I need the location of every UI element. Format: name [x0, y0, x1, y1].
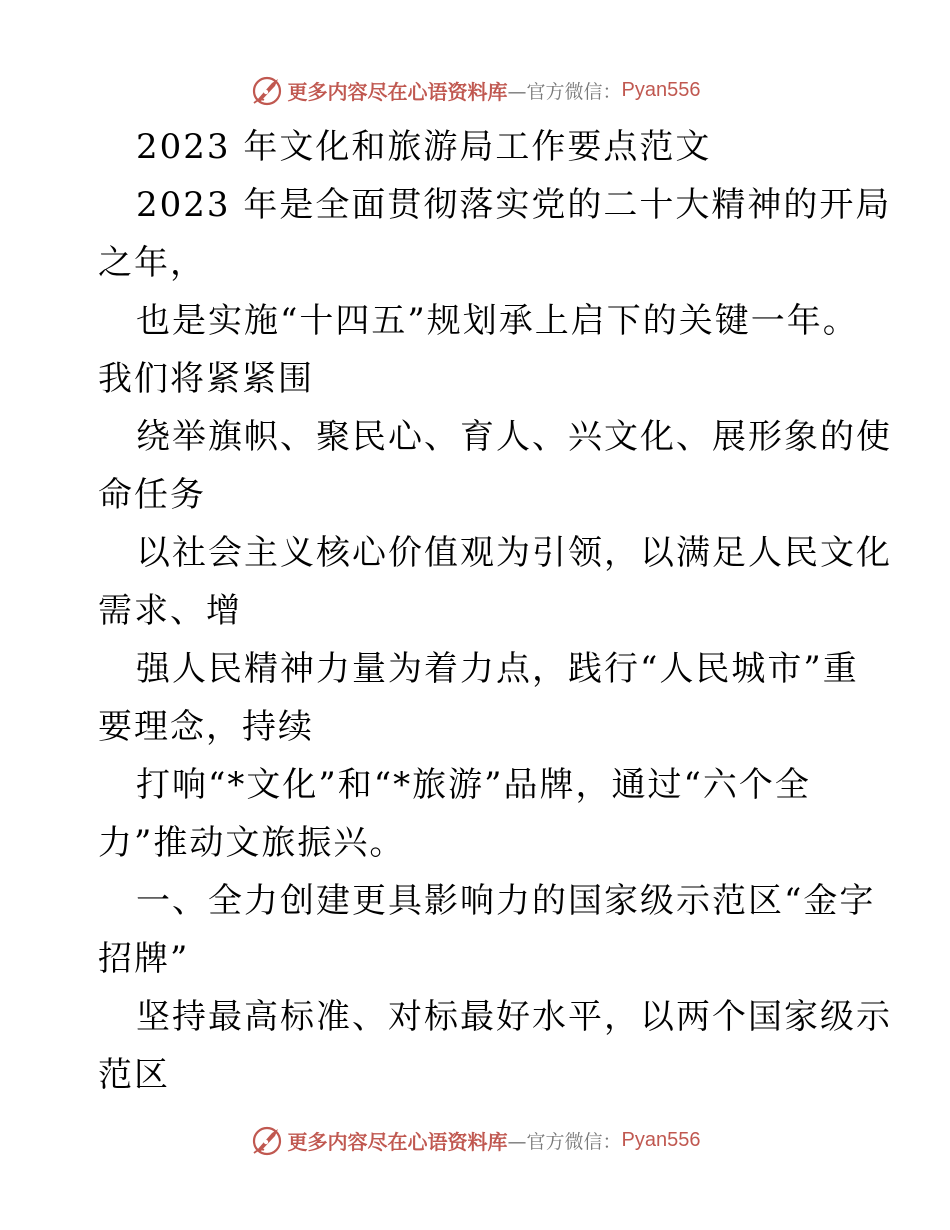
text-line: 也是实施“十四五”规划承上启下的关键一年。 [136, 301, 859, 341]
text-line: 以社会主义核心价值观为引领，以满足人民文化 [136, 533, 892, 573]
text-line: 坚持最高标准、对标最好水平，以两个国家级示 [136, 997, 892, 1037]
text-line: 需求、增 [98, 591, 242, 631]
text-line: 范区 [98, 1055, 170, 1095]
text-line: 2023 年是全面贯彻落实党的二十大精神的开局 [136, 185, 892, 225]
banner-promo-text: 更多内容尽在心语资料库 [287, 79, 508, 104]
text-line: 绕举旗帜、聚民心、育人、兴文化、展形象的使 [136, 417, 892, 457]
banner-wechat-id: Pyan556 [621, 78, 701, 101]
text-line: 我们将紧紧围 [98, 359, 314, 399]
text-line: 2023 年文化和旅游局工作要点范文 [136, 127, 712, 167]
text-line: 强人民精神力量为着力点，践行“人民城市”重 [136, 649, 859, 689]
banner-wechat-id: Pyan556 [621, 1128, 701, 1151]
text-line: 打响“*文化”和“*旅游”品牌，通过“六个全 [136, 765, 811, 805]
text-line: 力”推动文旅振兴。 [98, 823, 406, 863]
text-line: 要理念，持续 [98, 707, 314, 747]
text-line: 招牌” [98, 939, 190, 979]
pen-nib-logo-icon [250, 73, 284, 107]
footer-banner [0, 1120, 950, 1160]
text-line: 命任务 [98, 475, 206, 515]
banner-promo-text: 更多内容尽在心语资料库 [287, 1129, 508, 1154]
pen-nib-logo-icon [250, 1123, 284, 1157]
banner-wechat-label: —官方微信： [507, 80, 622, 103]
text-line: 之年， [98, 243, 206, 283]
text-line: 一、全力创建更具影响力的国家级示范区“金字 [136, 881, 876, 921]
document-body [98, 118, 892, 1104]
banner-wechat-label: —官方微信： [507, 1130, 622, 1153]
header-banner [0, 70, 950, 110]
